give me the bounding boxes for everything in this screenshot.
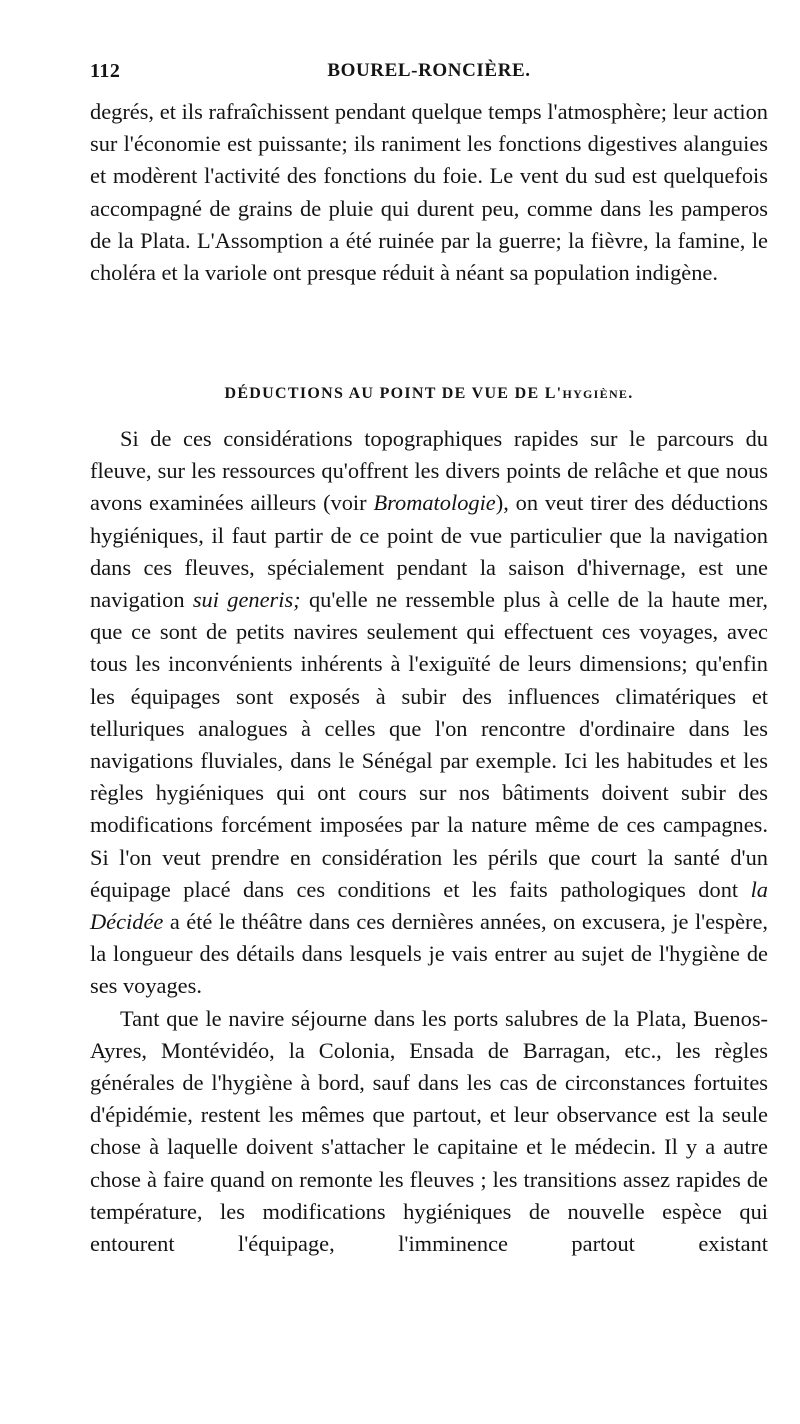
page-header — [90, 58, 768, 88]
section-heading-smallcaps: hygiène — [562, 383, 629, 402]
paragraph-2-part-1: Si de ces considérations topographiques rapides sur le parcours du fleuve, sur les ressources qu'offrent les divers points de relâche et que nous avons examinées ailleurs (voir — [90, 426, 768, 516]
paragraph-1-block — [90, 96, 768, 289]
paragraph-2-part-4: a été le théâtre dans ces dernières années, on excusera, je l'espère, la longueur des détails dans lesquels je vais entrer au sujet de l'hygiène de ses voyages. — [90, 909, 768, 999]
section-heading-main: DÉDUCTIONS AU POINT DE VUE DE L' — [224, 385, 563, 402]
paragraph-1: degrés, et ils rafraîchissent pendant quelque temps l'atmosphère; leur action sur l'économie est puissante; ils raniment les fonctions digestives alanguies et modèrent l'activité des fonctions du foie. Le vent du sud est quelquefois accompagné de grains de pluie qui durent peu, comme dans les pamperos de la Plata. L'Assomption a été ruinée par la guerre; la fièvre, la famine, le choléra et la variole ont presque réduit à néant sa population indigène. — [90, 99, 768, 286]
paragraph-2-part-2: ), on veut tirer des déductions hygiéniques, il faut partir de ce point de vue particulier que la navigation dans ces fleuves, spécialement pendant la saison d'hivernage, est une navigation — [90, 490, 768, 613]
section-heading-period: . — [628, 385, 634, 402]
page-number: 112 — [90, 60, 121, 82]
italic-la-decidee: la Décidée — [90, 876, 768, 935]
paragraph-2-part-3: qu'elle ne ressemble plus à celle de la haute mer, que ce sont de petits navires seulement qui effectuent ces voyages, avec tous les inconvénients inhérents à l'exiguïté de leurs dimensions; qu'enfin les équipages sont exposés à subir des influences climatériques et telluriques analogues à celles que l'on rencontre d'ordinaire dans les navigations fluviales, dans le Sénégal par exemple. Ici les habitudes et les règles hygiéniques qui ont cours sur nos bâtiments doivent subir des modifications forcément imposées par la nature même de ces campagnes. Si l'on veut prendre en considération les périls que court la santé d'un équipage placé dans ces conditions et les faits pathologiques dont — [90, 587, 768, 902]
running-head: BOUREL-RONCIÈRE. — [327, 60, 531, 81]
section-heading — [90, 383, 768, 403]
italic-bromatologie: Bromatologie — [373, 490, 496, 516]
paragraph-3: Tant que le navire séjourne dans les ports salubres de la Plata, Buenos-Ayres, Montévidéo, la Colonia, Ensada de Barragan, etc., les règles générales de l'hygiène à bord, sauf dans les cas de circonstances fortuites d'épidémie, restent les mêmes que partout, et leur observance est la seule chose à laquelle doivent s'attacher le capitaine et le médecin. Il y a autre chose à faire quand on remonte les fleuves ; les transitions assez rapides de température, les modifications hygiéniques de nouvelle espèce qui entourent l'équipage, l'imminence partout existant — [90, 1005, 768, 1257]
paragraph-2 — [90, 423, 768, 1003]
italic-sui-generis: sui generis; — [192, 587, 301, 613]
body-text — [90, 423, 768, 1260]
